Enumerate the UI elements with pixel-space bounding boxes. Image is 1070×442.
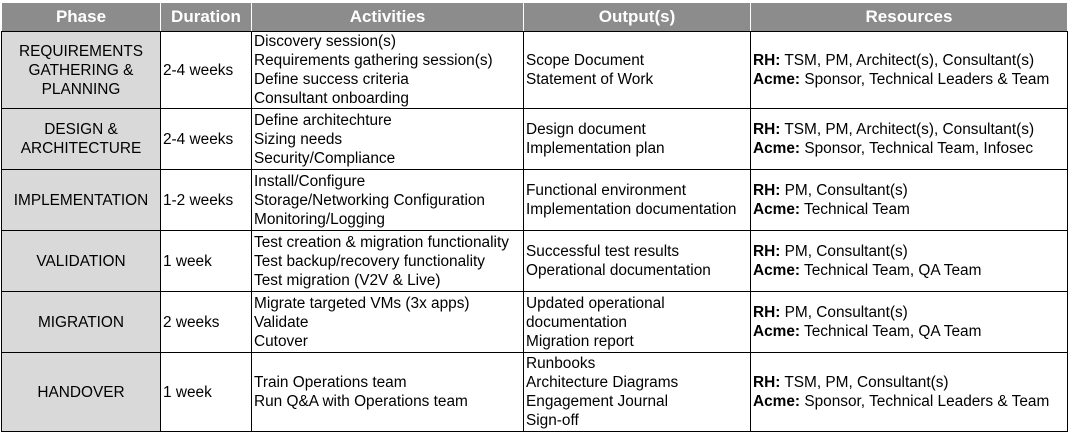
activity-item: Test migration (V2V & Live)	[254, 271, 441, 289]
resource-line	[753, 373, 1065, 392]
resources-cell	[751, 170, 1068, 231]
output-item: Runbooks	[526, 355, 596, 372]
resource-org: Acme:	[753, 140, 801, 157]
activities-cell	[252, 353, 524, 432]
resource-org: RH:	[753, 182, 781, 199]
duration-cell: 2-4 weeks	[161, 109, 252, 170]
activity-item: Validate	[254, 313, 309, 331]
resource-people: Sponsor, Technical Leaders & Team	[804, 71, 1050, 88]
phase-cell: REQUIREMENTS GATHERING & PLANNING	[2, 32, 161, 109]
activity-item: Train Operations team	[254, 374, 407, 391]
output-item: Architecture Diagrams	[526, 374, 679, 391]
resource-line	[753, 261, 1065, 280]
table-row	[2, 292, 1068, 353]
activity-item: Install/Configure	[254, 172, 366, 190]
activity-item: Monitoring/Logging	[254, 210, 385, 228]
activities-cell	[252, 170, 524, 231]
project-phases-table	[1, 2, 1068, 432]
output-item: Design document	[526, 121, 646, 138]
duration-cell: 2 weeks	[161, 292, 252, 353]
table-row	[2, 170, 1068, 231]
duration-cell: 1 week	[161, 231, 252, 292]
resource-org: RH:	[753, 121, 781, 138]
resource-people: PM, Consultant(s)	[784, 304, 908, 321]
resources-cell	[751, 292, 1068, 353]
resource-line	[753, 242, 1065, 261]
resource-line	[753, 392, 1065, 411]
phase-cell: IMPLEMENTATION	[2, 170, 161, 231]
resource-org: Acme:	[753, 262, 801, 279]
activities-cell	[252, 109, 524, 170]
phase-cell: MIGRATION	[2, 292, 161, 353]
table-header-row	[2, 3, 1068, 32]
resource-org: RH:	[753, 304, 781, 321]
activity-item: Storage/Networking Configuration	[254, 191, 485, 209]
resource-people: Technical Team, QA Team	[804, 262, 982, 279]
resource-people: PM, Consultant(s)	[784, 182, 908, 199]
resource-line	[753, 139, 1065, 158]
header-activities: Activities	[252, 3, 524, 32]
table-row	[2, 32, 1068, 109]
output-item: Implementation plan	[526, 140, 665, 157]
table-row	[2, 231, 1068, 292]
activity-item: Test creation & migration functionality	[254, 233, 509, 251]
resources-cell	[751, 109, 1068, 170]
output-item: Sign-off	[526, 412, 579, 429]
output-item: Operational documentation	[526, 262, 711, 279]
output-item: Scope Document	[526, 52, 645, 69]
output-item: Functional environment	[526, 182, 686, 199]
phase-cell: DESIGN & ARCHITECTURE	[2, 109, 161, 170]
activities-cell	[252, 32, 524, 109]
resource-org: RH:	[753, 52, 781, 69]
activity-item: Test backup/recovery functionality	[254, 252, 485, 270]
resource-people: PM, Consultant(s)	[784, 243, 908, 260]
phase-cell: VALIDATION	[2, 231, 161, 292]
output-item: Implementation documentation	[526, 201, 737, 218]
header-outputs: Output(s)	[524, 3, 751, 32]
activity-item: Sizing needs	[254, 130, 343, 148]
resource-people: TSM, PM, Architect(s), Consultant(s)	[784, 52, 1035, 69]
outputs-cell	[524, 109, 751, 170]
resource-people: TSM, PM, Architect(s), Consultant(s)	[784, 121, 1035, 138]
activities-cell	[252, 292, 524, 353]
outputs-cell	[524, 353, 751, 432]
resources-cell	[751, 231, 1068, 292]
activity-item: Define architechture	[254, 111, 392, 129]
duration-cell: 1-2 weeks	[161, 170, 252, 231]
resource-people: Sponsor, Technical Leaders & Team	[804, 393, 1050, 410]
outputs-cell	[524, 231, 751, 292]
output-item: Statement of Work	[526, 71, 654, 88]
resources-cell	[751, 32, 1068, 109]
resource-line	[753, 120, 1065, 139]
resource-people: Technical Team	[804, 201, 910, 218]
phase-cell: HANDOVER	[2, 353, 161, 432]
duration-cell: 2-4 weeks	[161, 32, 252, 109]
resource-people: Sponsor, Technical Team, Infosec	[804, 140, 1034, 157]
resource-line	[753, 303, 1065, 322]
activity-item: Define success criteria	[254, 71, 409, 88]
resource-org: Acme:	[753, 71, 801, 88]
table-row	[2, 353, 1068, 432]
output-item: Engagement Journal	[526, 393, 669, 410]
outputs-cell	[524, 292, 751, 353]
activity-item: Run Q&A with Operations team	[254, 393, 468, 410]
table-row	[2, 109, 1068, 170]
resource-line	[753, 70, 1065, 89]
header-duration: Duration	[161, 3, 252, 32]
activities-cell	[252, 231, 524, 292]
resource-people: Technical Team, QA Team	[804, 323, 982, 340]
resource-org: RH:	[753, 374, 781, 391]
resource-org: Acme:	[753, 393, 801, 410]
resource-line	[753, 322, 1065, 341]
resources-cell	[751, 353, 1068, 432]
resource-people: TSM, PM, Consultant(s)	[784, 374, 949, 391]
output-item: Migration report	[526, 332, 634, 350]
resource-line	[753, 51, 1065, 70]
activity-item: Migrate targeted VMs (3x apps)	[254, 294, 470, 312]
resource-org: Acme:	[753, 323, 801, 340]
resource-line	[753, 200, 1065, 219]
header-resources: Resources	[751, 3, 1068, 32]
outputs-cell	[524, 32, 751, 109]
output-item: documentation	[526, 313, 627, 331]
output-item: Updated operational	[526, 294, 665, 312]
header-phase: Phase	[2, 3, 161, 32]
resource-line	[753, 181, 1065, 200]
activity-item: Discovery session(s)	[254, 33, 396, 50]
activity-item: Requirements gathering session(s)	[254, 52, 493, 69]
activity-item: Security/Compliance	[254, 149, 396, 167]
activity-item: Consultant onboarding	[254, 90, 409, 107]
outputs-cell	[524, 170, 751, 231]
activity-item: Cutover	[254, 332, 308, 350]
duration-cell: 1 week	[161, 353, 252, 432]
output-item: Successful test results	[526, 243, 680, 260]
resource-org: RH:	[753, 243, 781, 260]
resource-org: Acme:	[753, 201, 801, 218]
